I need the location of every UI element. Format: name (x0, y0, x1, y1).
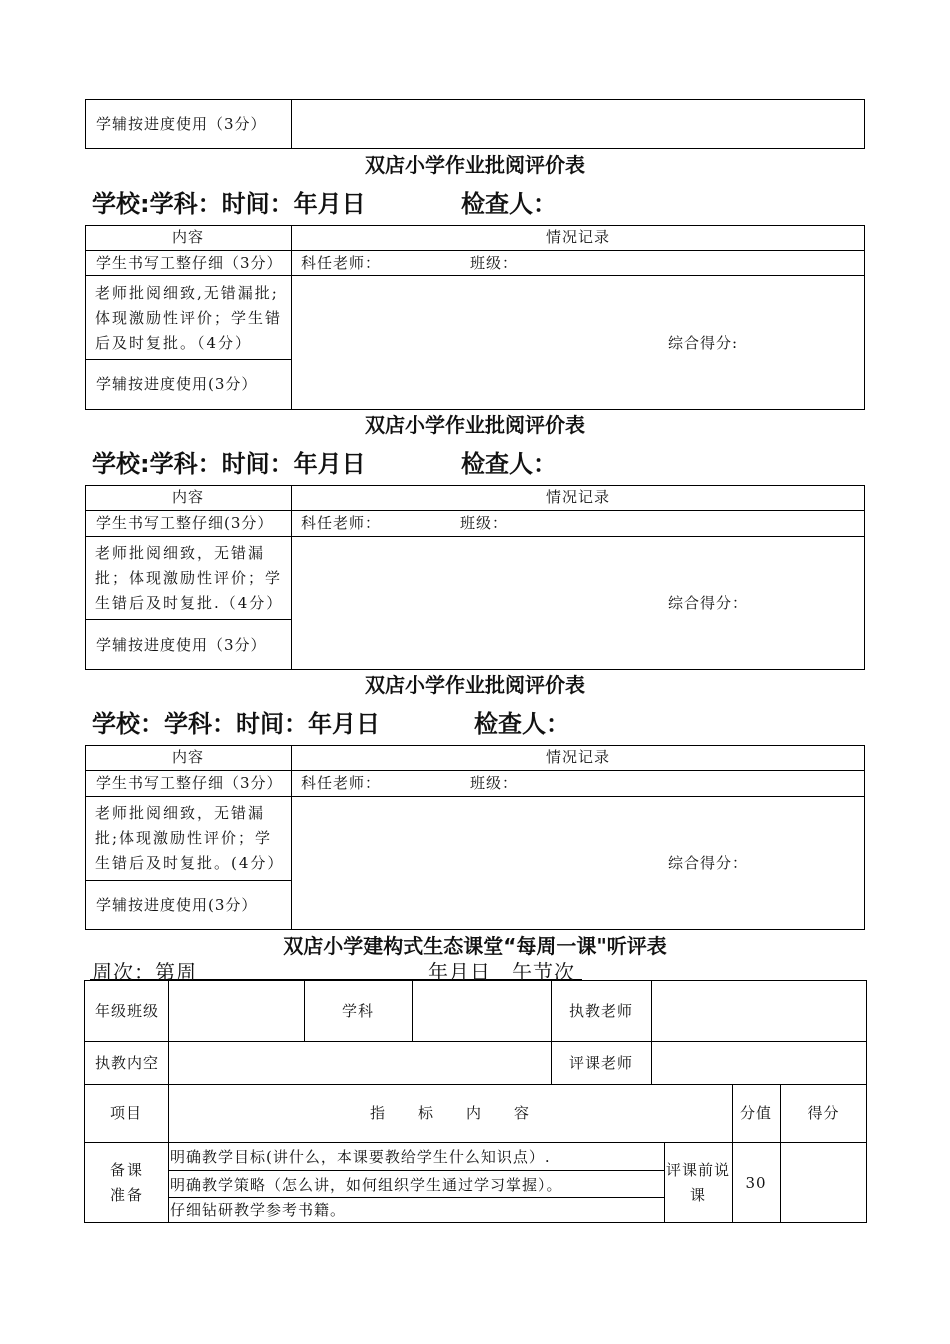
teaching-teacher-label: 执教老师 (568, 1002, 633, 1020)
score-header: 得分 (807, 1104, 840, 1122)
divider (291, 99, 292, 149)
fragment-label: 学辅按进度使用（3分） (96, 115, 267, 133)
divider (84, 1142, 867, 1143)
divider (85, 250, 865, 251)
col-content-header: 内容 (171, 748, 204, 766)
total-score-label: 综合得分： (668, 854, 749, 872)
form-header-left: 学校：学科：时间：年月日 (92, 710, 380, 738)
total-score-label: 综合得分： (668, 594, 749, 612)
form-title: 双店小学作业批阅评价表 (365, 153, 585, 177)
form-header-left: 学校:学科：时间：年月日 (92, 190, 366, 218)
row-marking-label: 老师批阅细致，无错漏批；体现激励性评价；学生错后及时复批.（4分） (95, 544, 284, 612)
indicator-header: 指 标 内 容 (369, 1104, 530, 1122)
points-header: 分值 (739, 1104, 772, 1122)
total-score-label: 综合得分: (668, 334, 739, 352)
prep-item: 仔细钻研教学参考书籍。 (170, 1201, 347, 1219)
subject-label: 学科 (341, 1002, 374, 1020)
prep-method: 评课前说课 (666, 1161, 731, 1204)
divider (85, 796, 865, 797)
row-workbook-label: 学辅按进度使用(3分） (96, 375, 258, 393)
class-label: 班级： (460, 514, 509, 532)
divider (85, 359, 291, 360)
divider (651, 980, 652, 1084)
divider (291, 225, 292, 410)
subject-teacher-label: 科任老师： (301, 774, 382, 792)
col-record-header: 情况记录 (545, 748, 610, 766)
divider (84, 1041, 867, 1042)
listening-form-title: 双店小学建构式生态课堂“每周一课"听评表 (283, 934, 667, 958)
prep-points: 30 (745, 1174, 767, 1192)
divider (85, 619, 291, 620)
col-content-header: 内容 (171, 488, 204, 506)
col-record-header: 情况记录 (545, 488, 610, 506)
form-title: 双店小学作业批阅评价表 (365, 413, 585, 437)
row-writing-label: 学生书写工整仔细（3分） (96, 774, 283, 792)
class-label: 班级： (470, 254, 519, 272)
form-header-checker: 检查人： (461, 190, 557, 218)
date-label: 年月日 午节次 (428, 960, 575, 984)
item-header: 项目 (109, 1104, 142, 1122)
row-writing-label: 学生书写工整仔细（3分） (96, 254, 283, 272)
grade-class-label: 年级班级 (95, 1002, 160, 1020)
form-header-left: 学校:学科：时间：年月日 (92, 450, 366, 478)
form-title: 双店小学作业批阅评价表 (365, 673, 585, 697)
row-writing-label: 学生书写工整仔细(3分） (96, 514, 274, 532)
form-header-checker: 检查人： (474, 710, 570, 738)
subject-teacher-label: 科任老师： (301, 514, 382, 532)
week-label: 周次：第周 (92, 960, 197, 984)
row-workbook-label: 学辅按进度使用(3分） (96, 896, 258, 914)
row-marking-label: 老师批阅细致,无错漏批;体现激励性评价；学生错后及时复批。（4分） (95, 284, 283, 352)
divider (85, 536, 865, 537)
divider (168, 980, 169, 1223)
reviewer-label: 评课老师 (568, 1054, 633, 1072)
divider (168, 1197, 664, 1198)
row-marking-label: 老师批阅细致，无错漏批;体现激励性评价；学生错后及时复批。(4分） (95, 804, 285, 872)
col-content-header: 内容 (171, 228, 204, 246)
divider (168, 1170, 664, 1171)
subject-teacher-label: 科任老师： (301, 254, 382, 272)
divider (291, 485, 292, 670)
divider (84, 1084, 867, 1085)
divider (85, 510, 865, 511)
form-header-checker: 检查人： (461, 450, 557, 478)
teaching-content-label: 执教内空 (95, 1054, 160, 1072)
divider (664, 1142, 665, 1223)
col-record-header: 情况记录 (545, 228, 610, 246)
prep-item: 明确教学策略（怎么讲，如何组织学生通过学习掌握）。 (170, 1176, 563, 1194)
divider (85, 770, 865, 771)
divider (85, 275, 865, 276)
prep-label: 备课准备 (109, 1161, 144, 1204)
row-workbook-label: 学辅按进度使用（3分） (96, 636, 267, 654)
divider (291, 745, 292, 930)
divider (412, 980, 413, 1041)
prep-item: 明确教学目标(讲什么，本课要教给学生什么知识点）. (170, 1148, 551, 1166)
class-label: 班级： (470, 774, 519, 792)
divider (85, 880, 291, 881)
